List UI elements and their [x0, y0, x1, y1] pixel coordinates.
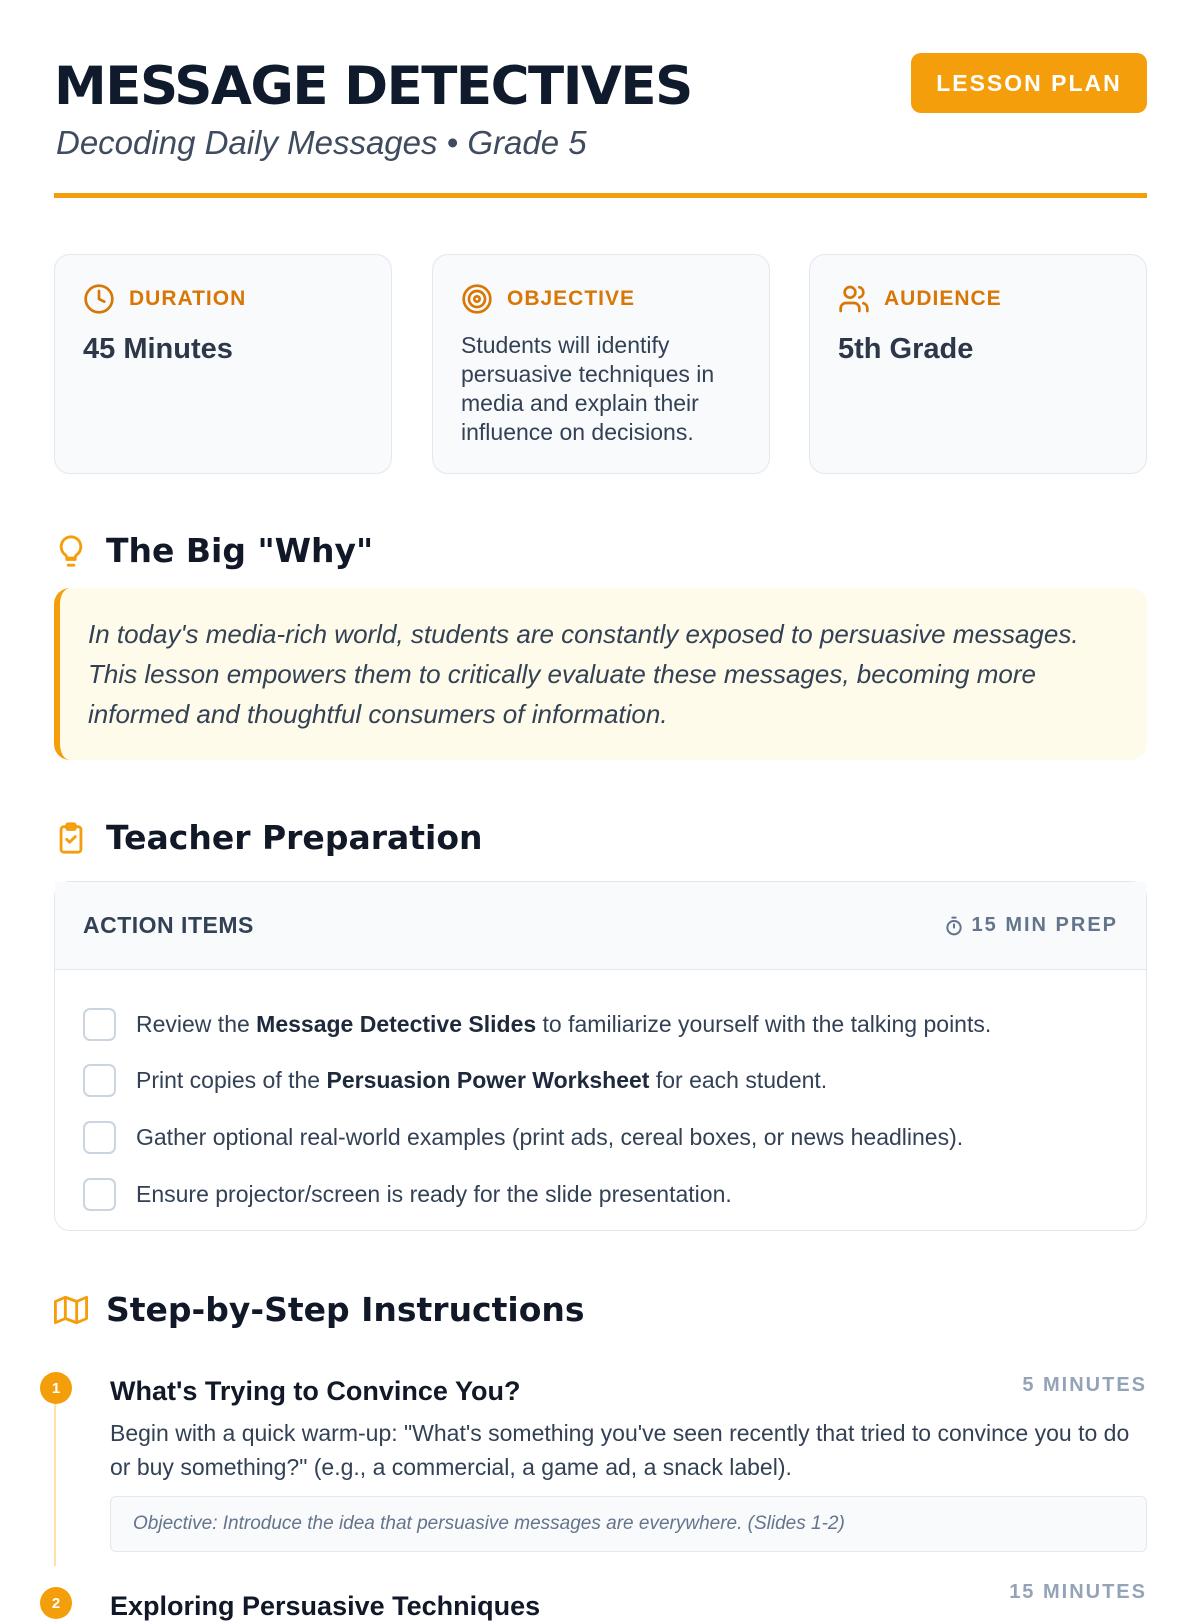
action-item-text: Ensure projector/screen is ready for the slide presentation. [136, 1180, 732, 1207]
action-item-checkbox[interactable] [83, 1121, 116, 1154]
step-1 [51, 1356, 1147, 1566]
audience-value: 5th Grade [838, 333, 974, 365]
why-callout [54, 588, 1147, 760]
duration-card [54, 254, 392, 474]
map-icon [54, 1291, 88, 1329]
steps-section-heading [54, 1290, 585, 1329]
why-heading: The Big "Why" [106, 531, 374, 570]
clipboard-check-icon [54, 819, 88, 857]
action-item-checkbox[interactable] [83, 1008, 116, 1041]
duration-label: DURATION [129, 287, 247, 310]
step-title: What's Trying to Convince You? [110, 1376, 521, 1406]
step-number-badge: 1 [40, 1372, 72, 1404]
prep-heading: Teacher Preparation [106, 818, 483, 857]
action-item [83, 996, 1118, 1053]
audience-card [809, 254, 1147, 474]
clock-icon [83, 283, 115, 315]
step-description: Begin with a quick warm-up: "What's something you've seen recently that tried to convince you to do or buy something?" (e.g., a commercial, a game ad, a snack label). [110, 1420, 1130, 1480]
action-item-text: Gather optional real-world examples (print ads, cereal boxes, or news headlines). [136, 1123, 964, 1150]
action-item-checkbox[interactable] [83, 1064, 116, 1097]
target-icon [461, 283, 493, 315]
prep-section-heading [54, 818, 483, 857]
objective-label: OBJECTIVE [507, 287, 636, 310]
action-items-title: ACTION ITEMS [83, 912, 254, 938]
page-title: MESSAGE DETECTIVES [54, 56, 692, 117]
action-items-header [55, 882, 1146, 970]
lesson-plan-badge: LESSON PLAN [911, 53, 1147, 113]
stopwatch-icon [944, 916, 964, 936]
action-item [83, 1109, 1118, 1166]
lightbulb-icon [54, 532, 88, 570]
action-item-text: Print copies of the Persuasion Power Worksheet for each student. [136, 1067, 828, 1094]
objective-card [432, 254, 770, 474]
info-cards [54, 254, 1147, 474]
why-section-heading [54, 531, 373, 570]
duration-value: 45 Minutes [83, 333, 233, 365]
audience-label: AUDIENCE [884, 287, 1002, 310]
step-number-badge: 2 [40, 1587, 72, 1619]
step-objective-note: Objective: Introduce the idea that persuasive messages are everywhere. (Slides 1-2) [110, 1496, 1147, 1552]
step-duration: 5 MINUTES [1022, 1374, 1147, 1396]
header-divider [54, 193, 1147, 198]
why-text: In today's media-rich world, students are constantly exposed to persuasive messages. This lesson empowers them to critically evaluate these messages, becoming more informed and thoughtful consumers of information. [88, 619, 1079, 729]
page-subtitle: Decoding Daily Messages • Grade 5 [56, 124, 587, 161]
action-item-checkbox[interactable] [83, 1178, 116, 1211]
step-2 [51, 1573, 1147, 1621]
page-header [54, 0, 1147, 200]
step-title: Exploring Persuasive Techniques [110, 1591, 541, 1621]
steps-heading: Step-by-Step Instructions [106, 1290, 585, 1329]
action-items-list [55, 970, 1146, 1222]
step-timeline-line [54, 1386, 56, 1566]
action-item [83, 1053, 1118, 1110]
lesson-plan-page [51, 0, 1147, 1621]
prep-time [944, 914, 1118, 937]
objective-value: Students will identify persuasive techniques in media and explain their influence on decisions. [461, 332, 715, 445]
prep-time-label: 15 MIN PREP [971, 914, 1118, 936]
action-item-text: Review the Message Detective Slides to familiarize yourself with the talking points. [136, 1010, 992, 1037]
step-duration: 15 MINUTES [1009, 1581, 1147, 1603]
action-item [83, 1166, 1118, 1223]
action-items-card [54, 881, 1147, 1231]
users-icon [838, 283, 870, 315]
